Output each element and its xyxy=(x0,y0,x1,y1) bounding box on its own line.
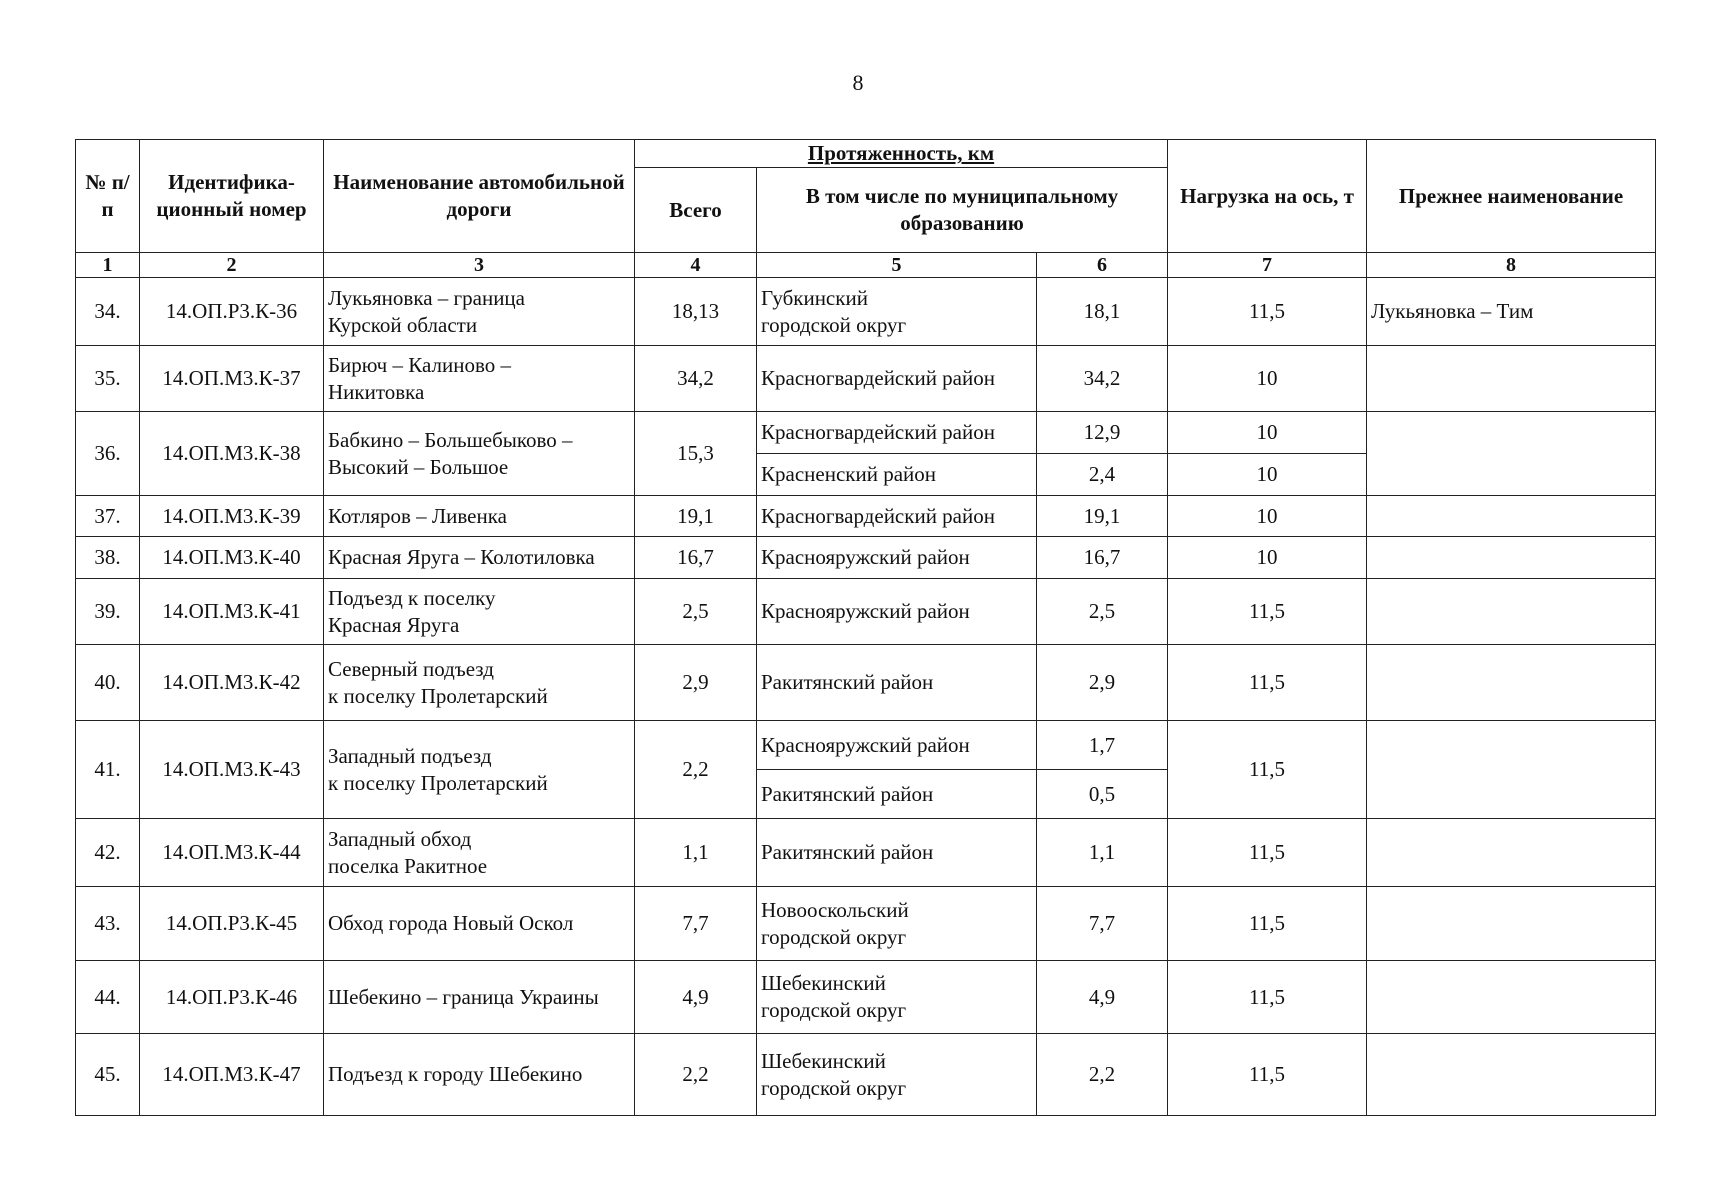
text-line: Краснояружский район xyxy=(761,599,970,624)
axle-load: 10 xyxy=(1168,537,1367,579)
header-row-top xyxy=(76,140,1656,168)
total-length: 7,7 xyxy=(635,887,757,961)
road-id: 14.ОП.Р3.К-45 xyxy=(140,887,324,961)
header-by-municipality: В том числе по муниципальному образованию xyxy=(757,168,1168,253)
row-number: 40. xyxy=(76,645,140,721)
text-line: Ракитянский район xyxy=(761,670,934,695)
column-number: 3 xyxy=(324,253,635,278)
axle-load: 11,5 xyxy=(1168,579,1367,645)
text-line: Шебекино – граница Украины xyxy=(328,984,599,1009)
road-id: 14.ОП.М3.К-38 xyxy=(140,412,324,496)
table-row xyxy=(76,346,1656,412)
municipality xyxy=(757,454,1037,496)
axle-load: 11,5 xyxy=(1168,887,1367,961)
road-name xyxy=(324,645,635,721)
text-line: Лукьяновка – граница xyxy=(328,285,525,310)
road-id: 14.ОП.Р3.К-36 xyxy=(140,278,324,346)
table-row xyxy=(76,1034,1656,1116)
road-id: 14.ОП.М3.К-37 xyxy=(140,346,324,412)
text-line: городской округ xyxy=(761,1075,907,1100)
page-number: 8 xyxy=(852,70,864,95)
text-line: Краснояружский район xyxy=(761,732,970,757)
total-length: 4,9 xyxy=(635,961,757,1034)
row-number: 41. xyxy=(76,721,140,819)
table-row xyxy=(76,412,1656,454)
text-line: Бирюч – Калиново – xyxy=(328,352,511,377)
municipality xyxy=(757,1034,1037,1116)
municipality xyxy=(757,887,1037,961)
table-row xyxy=(76,579,1656,645)
municipality xyxy=(757,278,1037,346)
total-length: 34,2 xyxy=(635,346,757,412)
municipality xyxy=(757,496,1037,537)
municipality xyxy=(757,721,1037,770)
municipality-length: 2,2 xyxy=(1037,1034,1168,1116)
header-length-group: Протяженность, км xyxy=(635,140,1168,168)
total-length: 2,9 xyxy=(635,645,757,721)
text-line: Краснояружский район xyxy=(761,545,970,570)
municipality-length: 4,9 xyxy=(1037,961,1168,1034)
column-number: 7 xyxy=(1168,253,1367,278)
road-name xyxy=(324,1034,635,1116)
total-length: 16,7 xyxy=(635,537,757,579)
text-line: Бабкино – Большебыково – xyxy=(328,427,573,452)
municipality-length: 16,7 xyxy=(1037,537,1168,579)
municipality xyxy=(757,819,1037,887)
former-name xyxy=(1367,819,1656,887)
column-number: 5 xyxy=(757,253,1037,278)
text-line: городской округ xyxy=(761,998,907,1023)
municipality-length: 2,4 xyxy=(1037,454,1168,496)
former-name xyxy=(1367,412,1656,496)
road-name xyxy=(324,537,635,579)
row-number: 43. xyxy=(76,887,140,961)
axle-load: 10 xyxy=(1168,412,1367,454)
axle-load: 11,5 xyxy=(1168,961,1367,1034)
text-line: городской округ xyxy=(761,312,907,337)
former-name xyxy=(1367,579,1656,645)
text-line: Ракитянский район xyxy=(761,781,934,806)
municipality-length: 2,5 xyxy=(1037,579,1168,645)
text-line: Красногвардейский район xyxy=(761,420,995,445)
row-number: 36. xyxy=(76,412,140,496)
municipality-length: 12,9 xyxy=(1037,412,1168,454)
text-line: Ракитянский район xyxy=(761,840,934,865)
text-line: Подъезд к поселку xyxy=(328,585,496,610)
column-number: 4 xyxy=(635,253,757,278)
total-length: 15,3 xyxy=(635,412,757,496)
municipality-length: 34,2 xyxy=(1037,346,1168,412)
total-length: 18,13 xyxy=(635,278,757,346)
former-name xyxy=(1367,1034,1656,1116)
municipality xyxy=(757,537,1037,579)
municipality-length: 7,7 xyxy=(1037,887,1168,961)
road-name xyxy=(324,887,635,961)
column-numbers-row xyxy=(76,253,1656,278)
text-line: Губкинский xyxy=(761,285,868,310)
road-name xyxy=(324,412,635,496)
road-name xyxy=(324,579,635,645)
municipality-length: 0,5 xyxy=(1037,770,1168,819)
table-row xyxy=(76,496,1656,537)
text-line: Красногвардейский район xyxy=(761,366,995,391)
text-line: Красногвардейский район xyxy=(761,503,995,528)
text-line: Западный подъезд xyxy=(328,743,492,768)
municipality xyxy=(757,579,1037,645)
row-number: 42. xyxy=(76,819,140,887)
municipality xyxy=(757,346,1037,412)
municipality-length: 19,1 xyxy=(1037,496,1168,537)
column-number: 6 xyxy=(1037,253,1168,278)
municipality xyxy=(757,961,1037,1034)
road-id: 14.ОП.М3.К-42 xyxy=(140,645,324,721)
former-name: Лукьяновка – Тим xyxy=(1367,278,1656,346)
text-line: Новооскольский xyxy=(761,897,909,922)
municipality-length: 2,9 xyxy=(1037,645,1168,721)
road-id: 14.ОП.Р3.К-46 xyxy=(140,961,324,1034)
row-number: 34. xyxy=(76,278,140,346)
road-id: 14.ОП.М3.К-41 xyxy=(140,579,324,645)
text-line: поселка Ракитное xyxy=(328,853,488,878)
axle-load: 11,5 xyxy=(1168,721,1367,819)
municipality xyxy=(757,645,1037,721)
road-name xyxy=(324,961,635,1034)
total-length: 2,2 xyxy=(635,721,757,819)
road-name xyxy=(324,819,635,887)
text-line: Красненский район xyxy=(761,462,936,487)
former-name xyxy=(1367,496,1656,537)
former-name xyxy=(1367,887,1656,961)
road-name xyxy=(324,346,635,412)
table-body xyxy=(76,278,1656,1116)
text-line: Шебекинский xyxy=(761,1048,886,1073)
text-line: к поселку Пролетарский xyxy=(328,770,548,795)
row-number: 39. xyxy=(76,579,140,645)
text-line: Котляров – Ливенка xyxy=(328,503,507,528)
municipality xyxy=(757,770,1037,819)
table-row xyxy=(76,887,1656,961)
column-number: 1 xyxy=(76,253,140,278)
header-road-name: Наименование автомобильной дороги xyxy=(324,140,635,253)
text-line: Высокий – Большое xyxy=(328,454,509,479)
total-length: 1,1 xyxy=(635,819,757,887)
road-id: 14.ОП.М3.К-44 xyxy=(140,819,324,887)
text-line: Подъезд к городу Шебекино xyxy=(328,1062,583,1087)
axle-load: 11,5 xyxy=(1168,278,1367,346)
header-num: № п/п xyxy=(76,140,140,253)
header-axle-load: Нагрузка на ось, т xyxy=(1168,140,1367,253)
axle-load: 11,5 xyxy=(1168,819,1367,887)
axle-load: 11,5 xyxy=(1168,1034,1367,1116)
axle-load: 10 xyxy=(1168,346,1367,412)
text-line: Северный подъезд xyxy=(328,656,494,681)
table-row xyxy=(76,721,1656,770)
former-name xyxy=(1367,645,1656,721)
text-line: городской округ xyxy=(761,924,907,949)
row-number: 37. xyxy=(76,496,140,537)
total-length: 2,5 xyxy=(635,579,757,645)
total-length: 2,2 xyxy=(635,1034,757,1116)
text-line: Красная Яруга – Колотиловка xyxy=(328,545,595,570)
table-row xyxy=(76,961,1656,1034)
table-row xyxy=(76,819,1656,887)
former-name xyxy=(1367,537,1656,579)
municipality xyxy=(757,412,1037,454)
text-line: Шебекинский xyxy=(761,971,886,995)
table-row xyxy=(76,537,1656,579)
text-line: Курской области xyxy=(328,312,478,337)
row-number: 35. xyxy=(76,346,140,412)
former-name xyxy=(1367,961,1656,1034)
header-id-number: Идентифика-ционный номер xyxy=(140,140,324,253)
road-id: 14.ОП.М3.К-39 xyxy=(140,496,324,537)
header-total: Всего xyxy=(635,168,757,253)
former-name xyxy=(1367,721,1656,819)
road-id: 14.ОП.М3.К-47 xyxy=(140,1034,324,1116)
municipality-length: 1,7 xyxy=(1037,721,1168,770)
axle-load: 11,5 xyxy=(1168,645,1367,721)
text-line: Красная Яруга xyxy=(328,612,460,637)
road-id: 14.ОП.М3.К-40 xyxy=(140,537,324,579)
municipality-length: 18,1 xyxy=(1037,278,1168,346)
column-number: 8 xyxy=(1367,253,1656,278)
header-former-name: Прежнее наименование xyxy=(1367,140,1656,253)
road-name xyxy=(324,278,635,346)
axle-load: 10 xyxy=(1168,496,1367,537)
text-line: к поселку Пролетарский xyxy=(328,683,548,708)
roads-table xyxy=(75,139,1656,1116)
column-number: 2 xyxy=(140,253,324,278)
road-id: 14.ОП.М3.К-43 xyxy=(140,721,324,819)
road-name xyxy=(324,721,635,819)
axle-load: 10 xyxy=(1168,454,1367,496)
row-number: 38. xyxy=(76,537,140,579)
text-line: Западный обход xyxy=(328,826,472,851)
text-line: Никитовка xyxy=(328,379,425,404)
row-number: 45. xyxy=(76,1034,140,1116)
road-name xyxy=(324,496,635,537)
table-row xyxy=(76,645,1656,721)
municipality-length: 1,1 xyxy=(1037,819,1168,887)
total-length: 19,1 xyxy=(635,496,757,537)
table-row xyxy=(76,278,1656,346)
row-number: 44. xyxy=(76,961,140,1034)
text-line: Обход города Новый Оскол xyxy=(328,911,574,936)
former-name xyxy=(1367,346,1656,412)
